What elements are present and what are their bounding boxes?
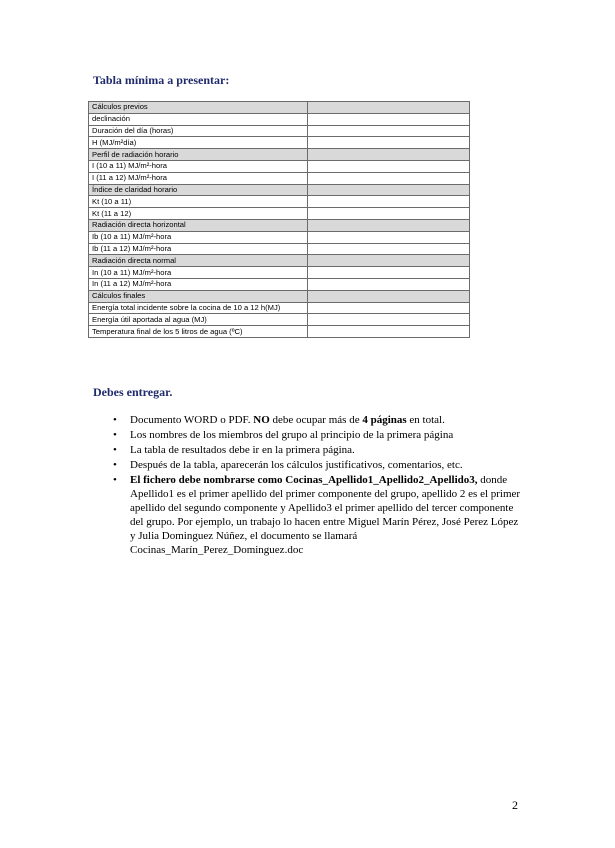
table-section-row xyxy=(89,290,470,302)
row-label: Radiación directa normal xyxy=(89,255,308,267)
row-label: In (11 a 12) MJ/m²-hora xyxy=(89,278,308,290)
bullet-icon: • xyxy=(113,474,117,486)
table-row xyxy=(89,302,470,314)
list-item-text: en total. xyxy=(406,414,445,426)
table-section-row xyxy=(89,255,470,267)
row-label: Energía total incidente sobre la cocina de 10 a 12 h(MJ) xyxy=(89,302,308,314)
table-section-row xyxy=(89,219,470,231)
table-row xyxy=(89,160,470,172)
table-row xyxy=(89,231,470,243)
table-section-row xyxy=(89,184,470,196)
row-label: Cálculos finales xyxy=(89,290,308,302)
row-label: declinación xyxy=(89,113,308,125)
table-row xyxy=(89,314,470,326)
table-row xyxy=(89,125,470,137)
row-value-cell xyxy=(308,326,470,338)
list-item-text: debe ocupar más de xyxy=(269,414,363,426)
table-row xyxy=(89,208,470,220)
row-label: Índice de claridad horario xyxy=(89,184,308,196)
row-value-cell xyxy=(308,113,470,125)
section-title-tabla: Tabla mínima a presentar: xyxy=(93,73,230,87)
results-table xyxy=(88,101,470,338)
table-row xyxy=(89,172,470,184)
bold-text: El fichero debe nombrarse como Cocinas_Apellido1_Apellido2_Apellido3, xyxy=(130,474,478,486)
list-item-text: La tabla de resultados debe ir en la primera página. xyxy=(130,444,355,456)
section-title-entregar: Debes entregar. xyxy=(93,385,173,399)
row-label: Perfil de radiación horario xyxy=(89,149,308,161)
row-value-cell xyxy=(308,278,470,290)
row-label: I (11 a 12) MJ/m²-hora xyxy=(89,172,308,184)
row-value-cell xyxy=(308,290,470,302)
row-label: Kt (11 a 12) xyxy=(89,208,308,220)
list-item xyxy=(110,428,522,442)
row-value-cell xyxy=(308,302,470,314)
row-value-cell xyxy=(308,243,470,255)
page-number: 2 xyxy=(512,798,518,812)
row-label: Radiación directa horizontal xyxy=(89,219,308,231)
bullet-icon: • xyxy=(113,414,117,426)
list-item xyxy=(110,443,522,457)
row-value-cell xyxy=(308,208,470,220)
list-item xyxy=(110,458,522,472)
row-label: I (10 a 11) MJ/m²-hora xyxy=(89,160,308,172)
bold-text: NO xyxy=(253,414,270,426)
row-value-cell xyxy=(308,255,470,267)
row-label: Kt (10 a 11) xyxy=(89,196,308,208)
table-row xyxy=(89,243,470,255)
row-value-cell xyxy=(308,267,470,279)
row-value-cell xyxy=(308,102,470,114)
bullet-icon: • xyxy=(113,429,117,441)
row-value-cell xyxy=(308,149,470,161)
bullet-icon: • xyxy=(113,459,117,471)
row-label: Temperatura final de los 5 litros de agua (ºC) xyxy=(89,326,308,338)
list-item-text: Los nombres de los miembros del grupo al principio de la primera página xyxy=(130,429,454,441)
table-row xyxy=(89,267,470,279)
list-item-text: Documento WORD o PDF. xyxy=(130,414,254,426)
bold-text: 4 páginas xyxy=(362,414,407,426)
table-row xyxy=(89,137,470,149)
row-value-cell xyxy=(308,137,470,149)
bullet-icon: • xyxy=(113,444,117,456)
row-value-cell xyxy=(308,219,470,231)
list-item-text: Después de la tabla, aparecerán los cálculos justificativos, comentarios, etc. xyxy=(130,459,463,471)
list-item-text: donde Apellido1 es el primer apellido del primer componente del grupo, apellido 2 es el primer apellido del segundo componente y Apellido3 el primer apellido del tercer componente del grupo. Por ejemplo, un trabajo lo hacen entre Miguel Marín Pérez, José Perez López y Julia Dominguez Núñez, el documento se llamará Cocinas_Marín_Perez_Dominguez.doc xyxy=(130,474,521,556)
table-row xyxy=(89,196,470,208)
row-label: Duración del día (horas) xyxy=(89,125,308,137)
row-label: Ib (10 a 11) MJ/m²-hora xyxy=(89,231,308,243)
row-value-cell xyxy=(308,172,470,184)
row-value-cell xyxy=(308,196,470,208)
row-label: H (MJ/m²día) xyxy=(89,137,308,149)
table-row xyxy=(89,278,470,290)
row-value-cell xyxy=(308,125,470,137)
row-value-cell xyxy=(308,160,470,172)
row-label: Ib (11 a 12) MJ/m²-hora xyxy=(89,243,308,255)
row-value-cell xyxy=(308,231,470,243)
table-row xyxy=(89,326,470,338)
row-value-cell xyxy=(308,184,470,196)
table-row xyxy=(89,113,470,125)
list-item xyxy=(110,413,522,427)
row-value-cell xyxy=(308,314,470,326)
deliverables-list xyxy=(110,413,522,558)
row-label: Energía útil aportada al agua (MJ) xyxy=(89,314,308,326)
row-label: In (10 a 11) MJ/m²-hora xyxy=(89,267,308,279)
list-item xyxy=(110,473,522,557)
table-section-row xyxy=(89,102,470,114)
row-label: Cálculos previos xyxy=(89,102,308,114)
table-section-row xyxy=(89,149,470,161)
